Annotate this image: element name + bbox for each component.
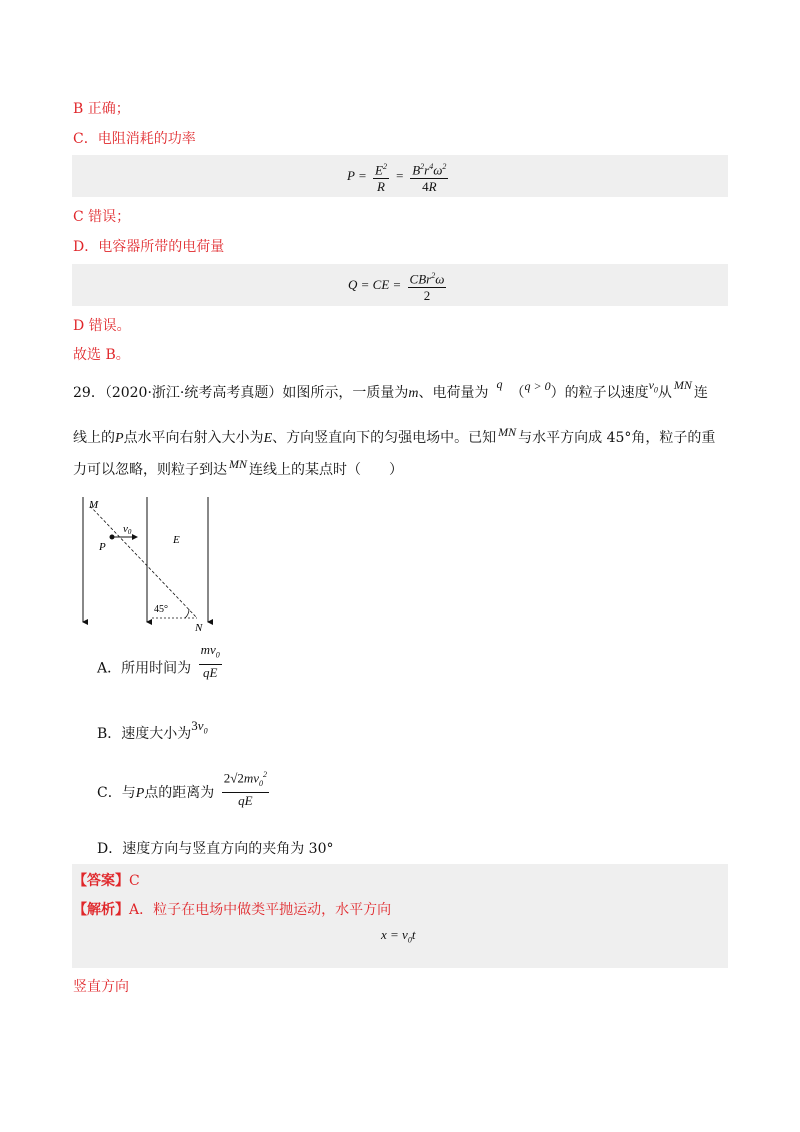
question-text: 的粒子以速度 [564,385,649,401]
c-wrong-text: C 错误； [73,209,131,225]
mn-symbol: MN [229,457,247,471]
question-text: 连 [693,385,708,401]
option-d[interactable] [97,838,334,858]
question-text: 点水平向右射入大小为 [123,430,264,446]
d-title-text: D．电容器所带的电荷量 [73,239,225,255]
formula-block-charge [72,264,728,306]
formula-block-power [72,155,728,197]
question-text: 力可以忽略，则粒子到达 [73,462,227,478]
option-a-formula: $\frac{mv_0}{qE}$ [200,642,220,680]
analysis-text: A．粒子在电场中做类平抛运动，水平方向 [129,902,392,918]
label-m: M [89,499,99,511]
question-text: 连线上的某点时（ ） [249,462,403,478]
label-angle: 45° [154,604,168,615]
option-b-formula: $3v_0$ [191,718,208,736]
question-text: 线上的 [73,430,115,446]
vertical-text: 竖直方向 [73,979,129,995]
answer-value: C [129,873,140,889]
label-n: N [195,622,203,634]
question-line-2 [73,425,733,449]
label-p: P [99,541,106,553]
charge-symbol: q [496,377,503,391]
mn-symbol: MN [673,378,692,392]
question-line-1: 29．（2020·浙江·统考高考真题）如图所示，一质量为m、电荷量为q（q > 0）的粒子以速度$v_0$从 MN 连 [73,377,708,401]
horizontal-motion-formula: $x = v_0t$ [381,927,416,945]
choose-text: 故选 B。 [73,347,130,363]
power-formula: P = $\frac{E^2}{R}$ = $\frac{B^2r^4\omega^2}{4R}$ [347,159,451,195]
charge-formula: Q = CE = $\frac{CBr^2\omega}{2}$ [348,268,449,304]
option-b-label: B．速度大小为 [97,726,192,742]
angle-arc [185,609,189,618]
option-d-label: D．速度方向与竖直方向的夹角为 30° [97,841,334,857]
e-symbol: E [263,431,273,446]
d-wrong-text: D 错误。 [73,318,131,334]
question-text: 、方向竖直向下的匀强电场中。已知 [272,430,497,446]
option-c-label: 点的距离为 [144,784,215,801]
answer-line [73,870,140,890]
analysis-tag: 【解析】 [73,902,129,918]
question-source: （2020·浙江·统考高考真题） [104,385,283,401]
label-e: E [173,534,180,546]
question-text: 如图所示，一质量为 [282,385,409,401]
mn-line [90,506,197,618]
field-diagram [75,492,225,637]
b-correct-text: B 正确； [73,101,130,117]
answer-tag: 【答案】 [73,873,129,889]
analysis-line [73,899,391,919]
mn-symbol: MN [498,425,517,439]
question-text: 、电荷量为 [418,385,489,401]
question-text: 从 [657,385,672,401]
option-a-label: A．所用时间为 [97,660,192,677]
option-a[interactable] [97,642,225,689]
option-c-formula: $\frac{2√2mv_0^2}{qE}$ [219,767,272,809]
option-c[interactable] [97,770,272,815]
c-title-text: C．电阻消耗的功率 [73,131,196,147]
mass-symbol: m [408,386,419,401]
question-text: 与水平方向成 45°角，粒子的重 [518,430,716,446]
option-b[interactable] [97,718,208,744]
question-line-3 [73,457,733,480]
p-symbol: P [115,431,124,446]
v0-symbol: $v_0$ [648,378,658,395]
option-c-label: C．与 [97,784,136,801]
label-v0: v0 [123,523,132,536]
option-c-p-symbol: P [135,785,145,801]
question-number: 29． [73,385,105,401]
answer-block [72,864,728,968]
charge-condition: q > 0 [524,379,551,393]
